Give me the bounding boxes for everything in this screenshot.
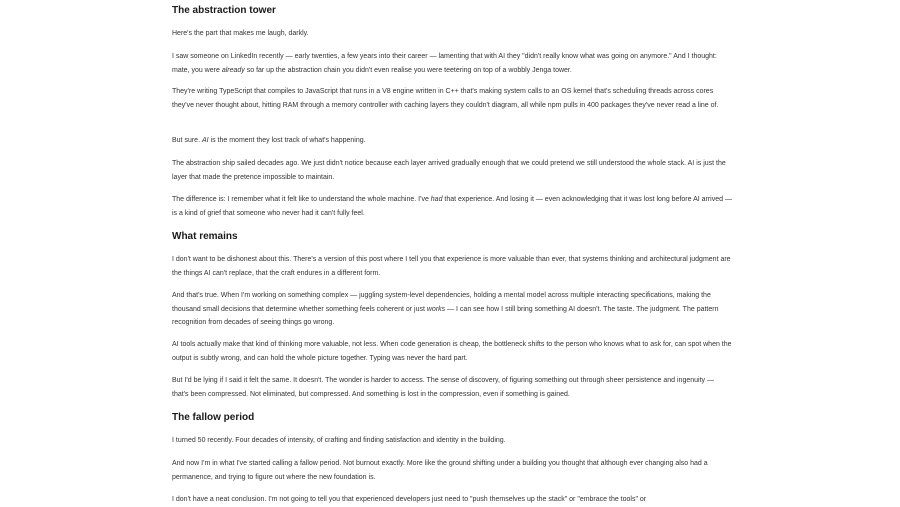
paragraph: Here's the part that makes me laugh, darkly.	[172, 30, 309, 37]
paragraph: I saw someone on LinkedIn recently — early twenties, a few years into their career — lamenting that with AI they "didn't really know what was going on anymore." And I thought: mate, you were already so far up the abstraction chain you didn't even realise you were teetering on top of a wobbly Jenga tower.	[172, 53, 717, 74]
paragraph: The difference is: I remember what it felt like to understand the whole machine. I've had that experience. And losing it — even acknowledging that it was lost long before AI arrived — is a kind of grief that someone who never had it can't fully feel.	[172, 196, 732, 217]
paragraph: They're writing TypeScript that compiles to JavaScript that runs in a V8 engine written in C++ that's making system calls to an OS kernel that's scheduling threads across cores they've never thought about, hitting RAM through a memory controller with caching layers they couldn't diagram, all while npm pulls in 400 packages they've never read a line of.	[172, 88, 719, 109]
paragraph: I don't have a neat conclusion. I'm not going to tell you that experienced developers just need to "push themselves up the stack" or "embrace the tools" or	[172, 496, 647, 503]
paragraph: And that's true. When I'm working on something complex — juggling system-level dependencies, holding a mental model across multiple interacting specifications, making the thousand small decisions that determine whether something feels coherent or just works — I can see how I still bring something AI doesn't. The taste. The judgment. The pattern recognition from decades of seeing things go wrong.	[172, 292, 719, 326]
section-heading: The abstraction tower	[172, 5, 276, 16]
paragraph: I turned 50 recently. Four decades of intensity, of crafting and finding satisfaction and identity in the building.	[172, 437, 506, 444]
paragraph: I don't want to be dishonest about this. There's a version of this post where I tell you that experience is more valuable than ever, that systems thinking and architectural judgment are the things AI can't replace, that the craft endures in a different form.	[172, 256, 731, 277]
paragraph: But sure. AI is the moment they lost track of what's happening.	[172, 137, 366, 144]
paragraph: AI tools actually make that kind of thinking more valuable, not less. When code generation is cheap, the bottleneck shifts to the person who knows what to ask for, can spot when the output is subtly wrong, and can hold the whole picture together. Typing was never the hard part.	[172, 341, 732, 362]
section-heading: What remains	[172, 231, 238, 242]
paragraph: And now I'm in what I've started calling a fallow period. Not burnout exactly. More like the ground shifting under a building you thought that although ever changing also had a permanence, and trying to figure out where the new foundation is.	[172, 460, 708, 481]
paragraph: The abstraction ship sailed decades ago. We just didn't notice because each layer arrived gradually enough that we could pretend we still understood the whole stack. AI is just the layer that made the pretence impossible to maintain.	[172, 160, 726, 181]
paragraph: But I'd be lying if I said it felt the same. It doesn't. The wonder is harder to access. The sense of discovery, of figuring something out through sheer persistence and ingenuity — that's been compressed. Not eliminated, but compressed. And something is lost in the compression, even if something is gained.	[172, 377, 714, 398]
section-heading: The fallow period	[172, 412, 255, 423]
